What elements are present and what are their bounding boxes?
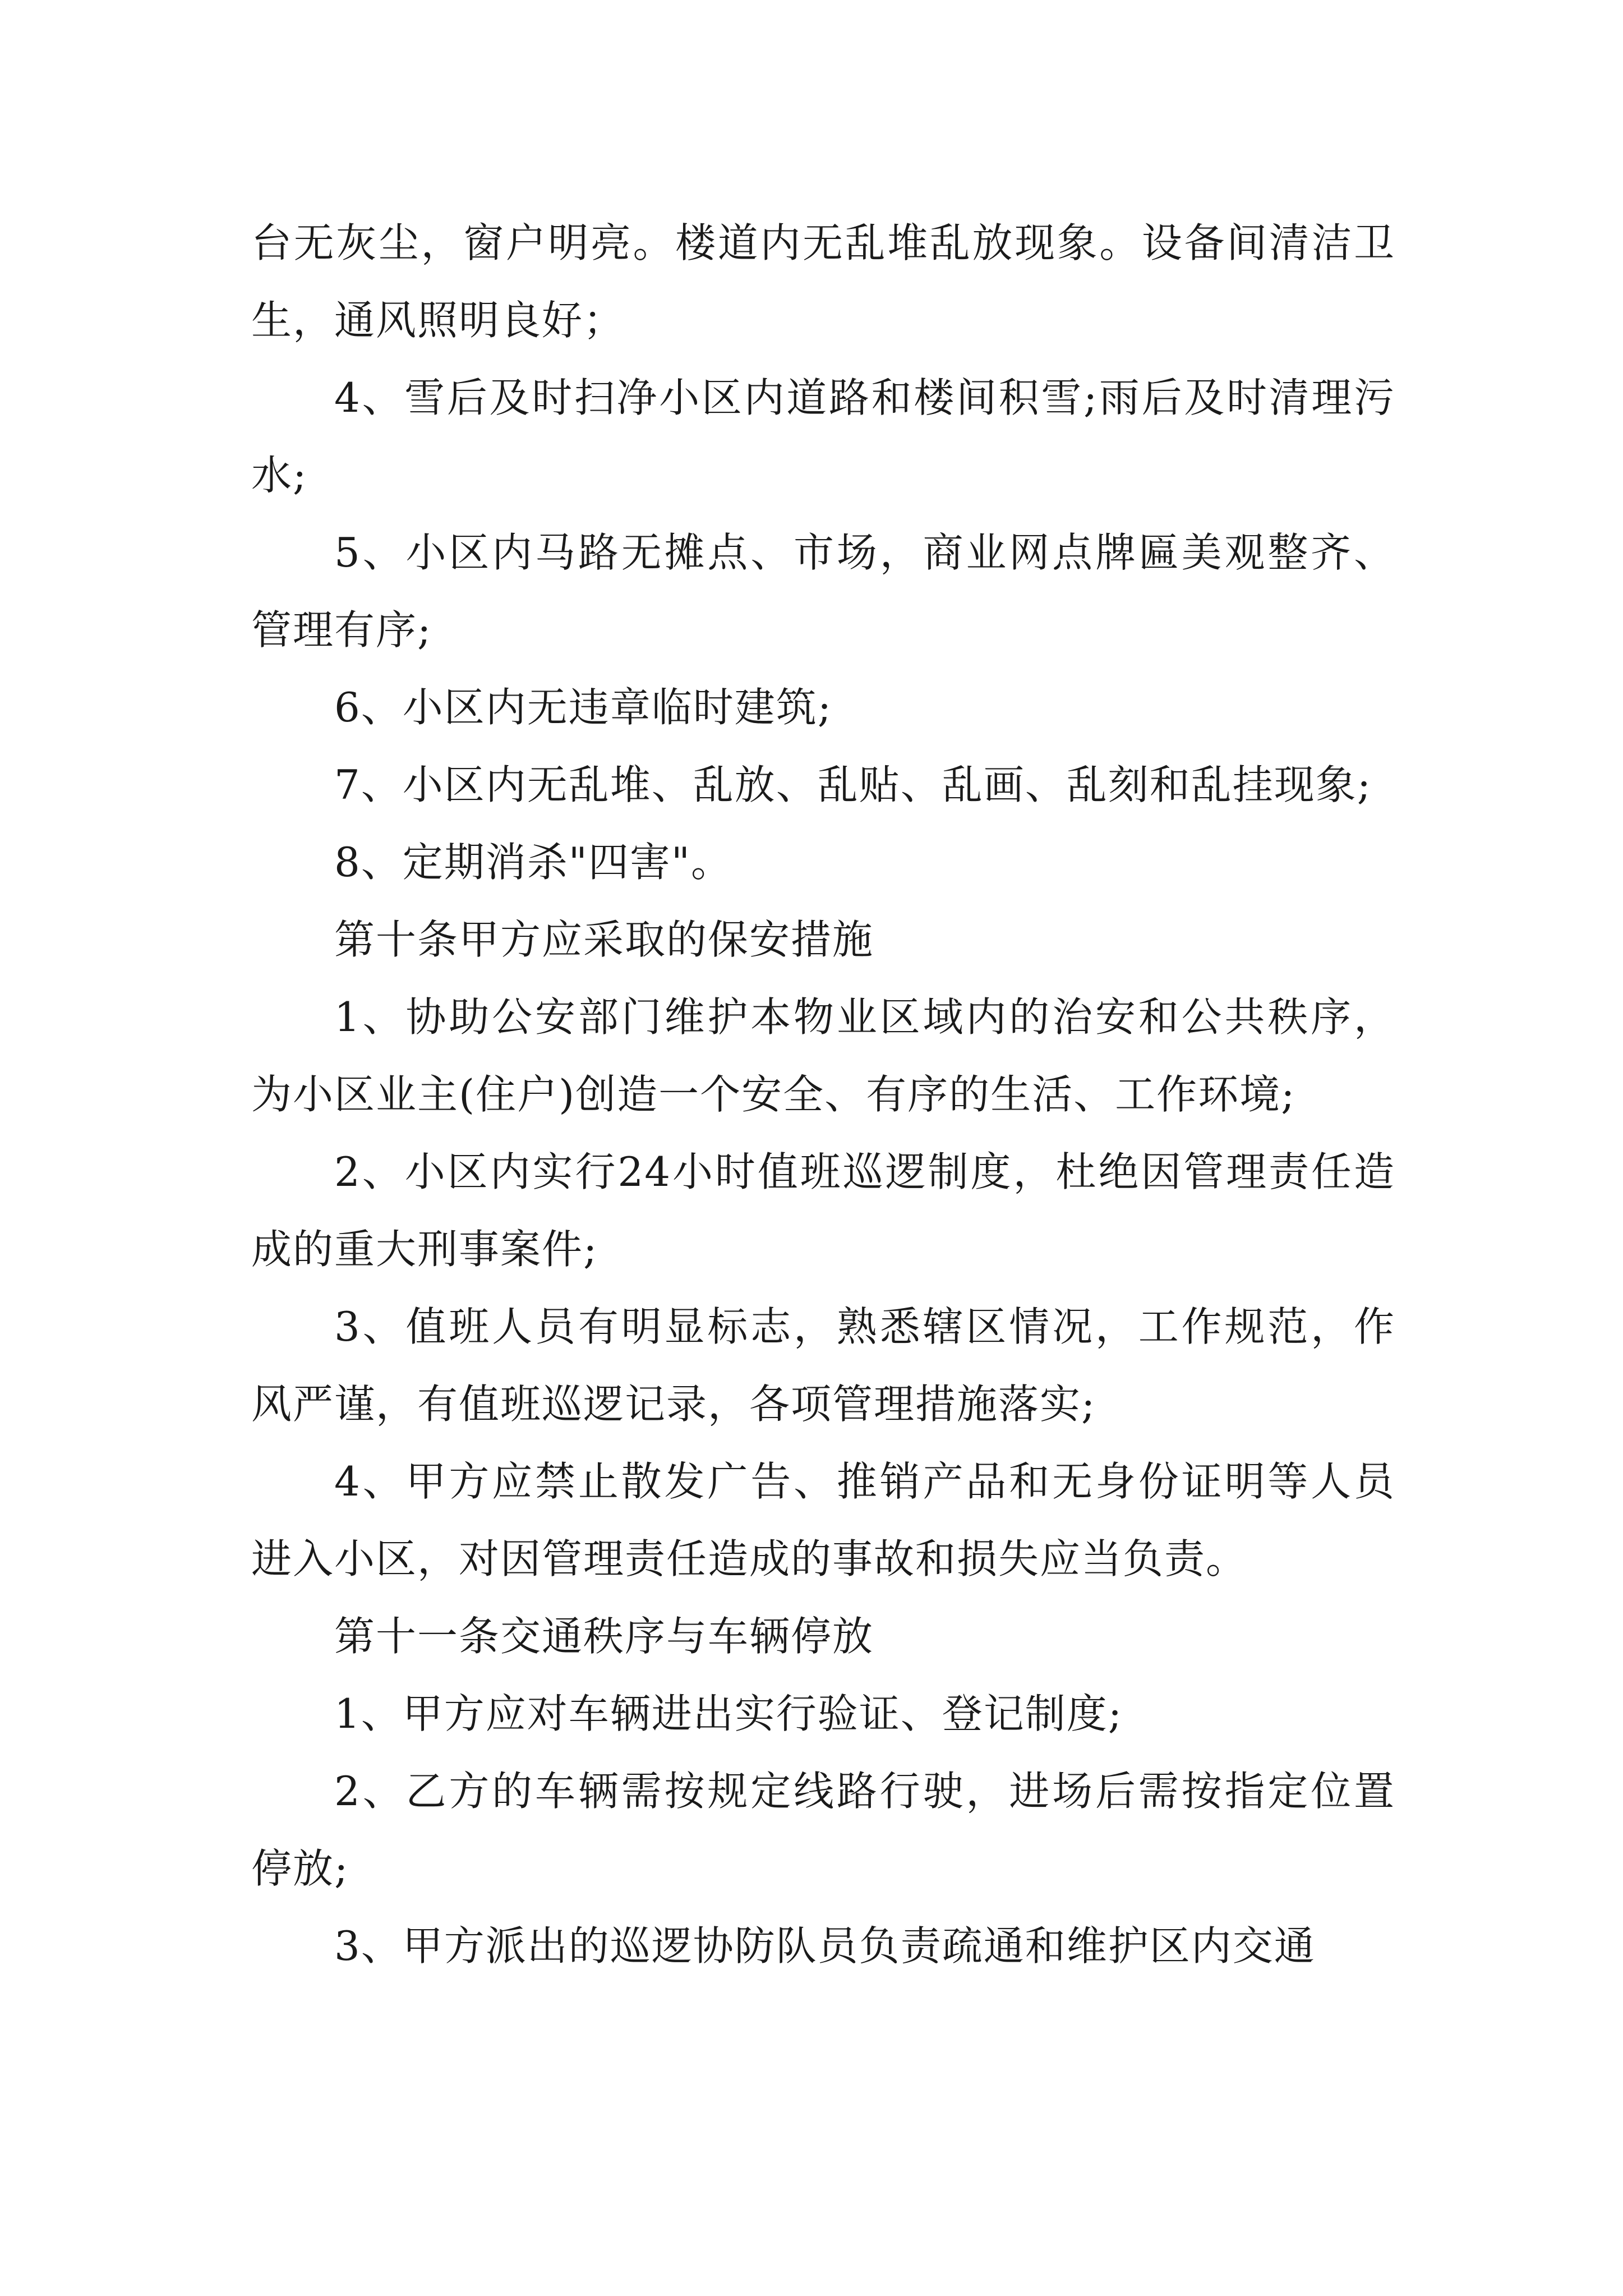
section-heading-article-10: 第十条甲方应采取的保安措施 — [334, 916, 874, 963]
document-body — [251, 204, 1395, 1985]
paragraph-item-4-snow: 4、雪后及时扫净小区内道路和楼间积雪;雨后及时清理污水; — [251, 374, 1395, 499]
paragraph-item-7-clutter: 7、小区内无乱堆、乱放、乱贴、乱画、乱刻和乱挂现象; — [334, 761, 1372, 808]
section-heading-article-11: 第十一条交通秩序与车辆停放 — [334, 1613, 874, 1660]
paragraph-security-2: 2、小区内实行24小时值班巡逻制度，杜绝因管理责任造成的重大刑事案件; — [251, 1148, 1395, 1273]
paragraph-traffic-3: 3、甲方派出的巡逻协防队员负责疏通和维护区内交通 — [334, 1922, 1316, 1970]
paragraph-traffic-1: 1、甲方应对车辆进出实行验证、登记制度; — [334, 1690, 1123, 1737]
paragraph-security-3: 3、值班人员有明显标志，熟悉辖区情况，工作规范，作风严谨，有值班巡逻记录，各项管理措施落实; — [251, 1303, 1395, 1428]
paragraph-security-4: 4、甲方应禁止散发广告、推销产品和无身份证明等人员进入小区，对因管理责任造成的事故和损失应当负责。 — [251, 1458, 1395, 1582]
paragraph-traffic-2: 2、乙方的车辆需按规定线路行驶，进场后需按指定位置停放; — [251, 1768, 1395, 1892]
paragraph-security-1: 1、协助公安部门维护本物业区域内的治安和公共秩序，为小区业主(住户)创造一个安全、有序的生活、工作环境; — [251, 993, 1395, 1118]
paragraph-continuation: 台无灰尘，窗户明亮。楼道内无乱堆乱放现象。设备间清洁卫生，通风照明良好； — [251, 219, 1395, 344]
paragraph-item-8-pests: 8、定期消杀"四害"。 — [334, 839, 733, 886]
paragraph-item-5-roads: 5、小区内马路无摊点、市场，商业网点牌匾美观整齐、管理有序; — [251, 529, 1395, 654]
paragraph-item-6-buildings: 6、小区内无违章临时建筑; — [334, 684, 833, 731]
